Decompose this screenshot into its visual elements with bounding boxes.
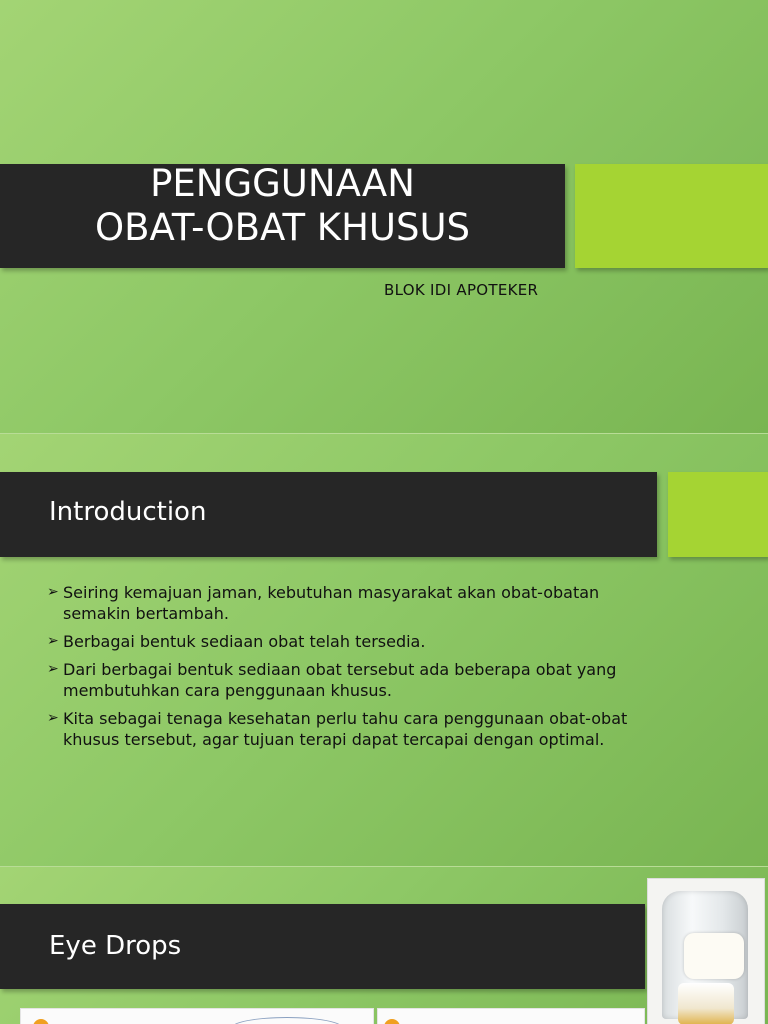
illustration-panel	[377, 1008, 645, 1024]
slide-subtitle: BLOK IDI APOTEKER	[384, 281, 539, 299]
slide-heading: Eye Drops	[49, 931, 182, 961]
arrow-bullet-icon: ➢	[47, 584, 59, 600]
bullet-item	[47, 659, 647, 701]
accent-block	[668, 472, 768, 557]
slide-introduction	[0, 434, 768, 866]
step-number-icon	[33, 1019, 49, 1024]
bullet-item	[47, 582, 647, 624]
arrow-bullet-icon: ➢	[47, 710, 59, 726]
eye-drop-bottle-image	[647, 878, 765, 1024]
bullet-list	[47, 582, 647, 757]
title-line-2: OBAT-OBAT KHUSUS	[94, 206, 471, 249]
arrow-bullet-icon: ➢	[47, 661, 59, 677]
accent-block	[575, 164, 768, 268]
slide-title	[0, 0, 768, 433]
eye-illustration	[231, 1017, 343, 1024]
slide-title-text	[0, 162, 565, 250]
bottle-label	[684, 933, 744, 979]
arrow-bullet-icon: ➢	[47, 633, 59, 649]
illustration-panel	[20, 1008, 374, 1024]
step-number-icon	[384, 1019, 400, 1024]
bullet-text: Seiring kemajuan jaman, kebutuhan masyarakat akan obat-obatan semakin bertambah.	[63, 583, 600, 623]
bullet-item	[47, 631, 647, 652]
bullet-text: Berbagai bentuk sediaan obat telah tersedia.	[63, 632, 426, 651]
slide-eye-drops	[0, 867, 768, 1024]
bottle-base	[678, 983, 734, 1024]
title-line-1: PENGGUNAAN	[150, 162, 415, 205]
slide-heading: Introduction	[49, 497, 207, 527]
bullet-item	[47, 708, 647, 750]
bullet-text: Dari berbagai bentuk sediaan obat tersebut ada beberapa obat yang membutuhkan cara penggunaan khusus.	[63, 660, 617, 700]
bullet-text: Kita sebagai tenaga kesehatan perlu tahu cara penggunaan obat-obat khusus tersebut, agar tujuan terapi dapat tercapai dengan optimal.	[63, 709, 628, 749]
